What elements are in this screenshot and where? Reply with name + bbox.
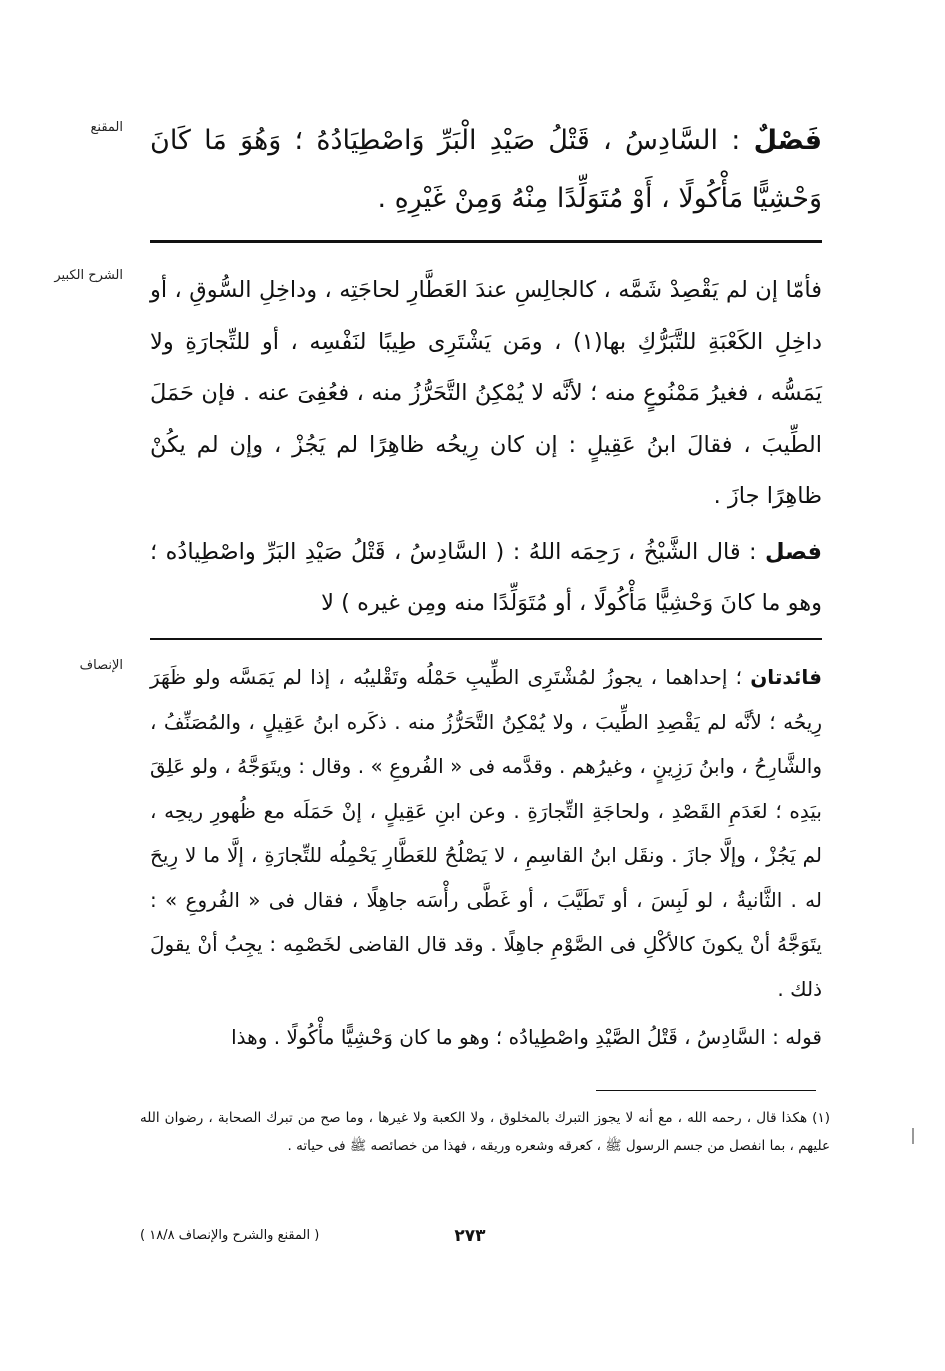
muqni-text-block xyxy=(150,112,822,228)
insaf-paragraph-1-body: ؛ إحداهما ، يجوزُ لمُشْتَرِى الطِّيبِ حَمْلُه وتَقْليبُه ، إذا لم يَمَسَّه ولو ظَهَرَ رِيحُه ؛ لأنَّه لم يَقْصِدِ الطِّيبَ ، ولا يُمْكِنُ التَّحَرُّزُ منه . ذكَره ابنُ عَقِيلٍ ، والمُصَنِّفُ ، والشَّارِحُ ، وابنُ رَزِينٍ ، وغيرُهم . وقدَّمه فى « الفُروعِ » . وقال : ويتَوَجَّهُ ، ولو عَلِقَ بيَدِه ؛ لعَدَمِ القَصْدِ ، ولحاجَةِ التِّجارَةِ . وعن ابنِ عَقِيلٍ ، إنْ حَمَلَه مع ظُهورِ ريحِه ، لم يَجُزْ ، وإلَّا جازَ . ونقَل ابنُ القاسِمِ ، لا يَصْلُحُ للعَطَّارِ يَحْمِلُه للتِّجارَةِ ، إلَّا ما لا رِيحَ له . الثَّانيةُ ، لو لَبِسَ ، أو تَطَيَّبَ ، أو غَطَّى رأْسَه جاهِلًا ، فقال فى « الفُروعِ » : يتَوَجَّهُ أنْ يكونَ كالأكْلِ فى الصَّوْمِ جاهِلًا . وقد قال القاضى لخَصْمِه : يجِبُ أنْ يقولَ ذلك . xyxy=(150,665,822,1001)
sharh-text-block xyxy=(150,265,822,630)
sharh-paragraph-2 xyxy=(150,527,822,630)
insaf-text-block xyxy=(150,655,822,1060)
page-number: ٢٧٣ xyxy=(454,1226,486,1246)
sharh-paragraph-2-body: : قال الشَّيْخُ ، رَحِمَه اللهُ : ( السَّادِسُ ، قَتْلُ صَيْدِ البَرِّ واصْطِيادُه ؛ وهو ما كانَ وَحْشِيًّا مَأْكُولًا ، أو مُتَوَلِّدًا منه ومِن غيره ) لا xyxy=(150,538,822,616)
section-label-sharh: الشرح الكبير xyxy=(54,268,123,283)
footnote: (١) هكذا قال ، رحمه الله ، مع أنه لا يجوز التبرك بالمخلوق ، ولا الكعبة ولا غيرها ، وما صح من تبرك الصحابة ، رضوان الله عليهم ، بما انفصل من جسم الرسول ﷺ ، كعرقه وشعره وريقه ، فهذا من خصائصه ﷺ فى حياته . xyxy=(140,1110,830,1154)
sharh-fasl-lead: فصل xyxy=(765,538,822,565)
muqni-body: : السَّادِسُ ، قَتْلُ صَيْدِ الْبَرِّ وَاصْطِيَادُهُ ؛ وَهُوَ مَا كَانَ وَحْشِيًّا مَأْكُولًا ، أَوْ مُتَوَلِّدًا مِنْهُ وَمِنْ غَيْرِهِ . xyxy=(150,125,822,214)
insaf-paragraph-1 xyxy=(150,655,822,1011)
volume-reference: ( المقنع والشرح والإنصاف ١٨/٨ ) xyxy=(140,1228,320,1243)
section-label-insaf: الإنصاف xyxy=(79,658,123,673)
section-label-muqni: المقنع xyxy=(90,120,123,135)
section-divider-2 xyxy=(150,638,822,640)
footnote-separator xyxy=(596,1090,816,1091)
scan-mark xyxy=(912,1128,914,1144)
sharh-paragraph-1: فأمّا إن لم يَقْصِدْ شَمَّه ، كالجالِسِ عندَ العَطَّارِ لحاجَتِه ، وداخِلِ السُّوقِ ، أو داخِلِ الكَعْبَةِ للتَّبَرُّكِ بها(١) ، ومَن يَشْتَرِى طِيبًا لنَفْسِه ، أو للتِّجارَةِ ولا يَمَسُّه ، فغيرُ مَمْنُوعٍ منه ؛ لأنَّه لا يُمْكِنُ التَّحَرُّزُ منه ، فعُفِىَ عنه . فإن حَمَلَ الطِّيبَ ، فقالَ ابنُ عَقِيلٍ : إن كان رِيحُه ظاهِرًا لم يَجُزْ ، وإن لم يكُنْ ظاهِرًا جازَ . xyxy=(150,277,822,509)
muqni-paragraph xyxy=(150,112,822,228)
insaf-paragraph-2: قوله : السَّادِسُ ، قَتْلُ الصَّيْدِ واصْطِيادُه ؛ وهو ما كان وَحْشِيًّا مأْكُولًا . وهذا xyxy=(231,1025,822,1049)
muqni-lead-word: فَصْلٌ xyxy=(753,125,822,156)
insaf-lead-word: فائدتان xyxy=(750,665,822,689)
section-divider-1 xyxy=(150,240,822,243)
